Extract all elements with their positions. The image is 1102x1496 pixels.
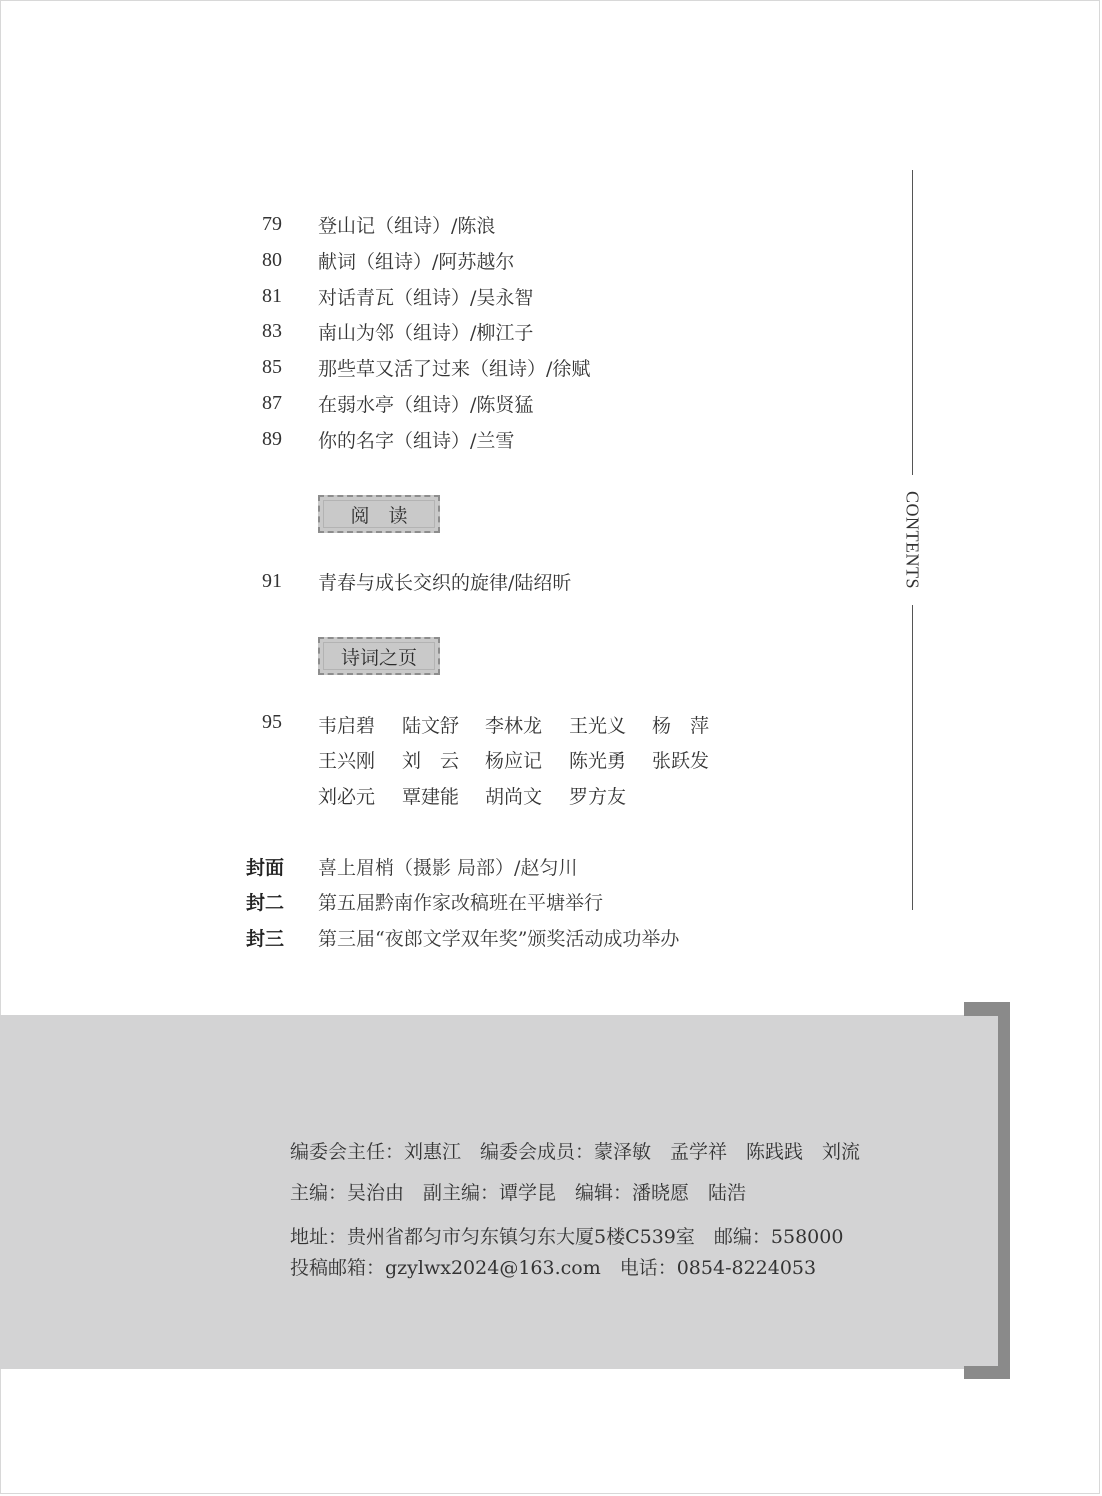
toc-page-number: 79: [262, 212, 282, 235]
toc-entry-title: 在弱水亭（组诗）/陈贤猛: [318, 393, 534, 416]
cover-note: [246, 922, 679, 952]
toc-page-number: 95: [262, 711, 282, 733]
author-name: 杨 萍: [652, 715, 710, 737]
toc-entry[interactable]: [262, 424, 514, 454]
toc-page-number: 87: [262, 391, 282, 414]
cover-note-label: 封三: [246, 927, 285, 950]
toc-page-number: 80: [262, 248, 282, 271]
toc-entry[interactable]: [262, 209, 495, 239]
toc-entry[interactable]: [262, 566, 571, 596]
masthead-committee: 编委会主任：刘惠江 编委会成员：蒙泽敏 孟学祥 陈践践 刘流: [290, 1141, 861, 1163]
author-name: 王兴刚: [318, 750, 376, 772]
section-heading-reading: [318, 495, 440, 533]
section-heading-text: 诗词之页: [340, 646, 417, 669]
author-name: 张跃发: [652, 750, 710, 772]
author-name: 陈光勇: [569, 750, 627, 772]
toc-entry-title: 登山记（组诗）/陈浪: [318, 214, 496, 237]
section-heading-poetry-page: [318, 637, 440, 675]
author-name: 刘必元: [318, 786, 376, 808]
toc-entry-title: 南山为邻（组诗）/柳江子: [318, 321, 534, 344]
toc-entry-title: 对话青瓦（组诗）/吴永智: [318, 286, 534, 309]
margin-rule-top: [912, 170, 913, 475]
author-name: 王光义: [569, 715, 627, 737]
toc-entry[interactable]: [262, 245, 514, 275]
panel-bracket-bottom: [964, 1366, 1010, 1379]
contents-text: CONTENTS: [902, 491, 923, 589]
author-name: 刘 云: [402, 750, 460, 772]
author-name: 韦启碧: [318, 715, 376, 737]
cover-note-text: 喜上眉梢（摄影 局部）/赵匀川: [318, 856, 578, 879]
cover-note-text: 第三届“夜郎文学双年奖”颁奖活动成功举办: [318, 927, 680, 950]
toc-page-number: 83: [262, 319, 282, 342]
toc-entry[interactable]: [262, 281, 533, 311]
masthead-editors: 主编：吴治由 副主编：谭学昆 编辑：潘晓愿 陆浩: [290, 1182, 747, 1204]
margin-rule-bottom: [912, 605, 913, 910]
toc-entry[interactable]: [262, 388, 533, 418]
toc-page-number: 91: [262, 569, 282, 592]
panel-bracket-right: [998, 1002, 1010, 1379]
toc-entry-title: 你的名字（组诗）/兰雪: [318, 429, 515, 452]
toc-page-number: 89: [262, 427, 282, 450]
toc-entry-title: 那些草又活了过来（组诗）/徐赋: [318, 357, 591, 380]
contents-side-label: [880, 480, 944, 600]
author-name: 陆文舒: [402, 715, 460, 737]
section-heading-text: 阅 读: [350, 504, 408, 527]
cover-note-label: 封面: [246, 856, 285, 879]
toc-entry[interactable]: [262, 352, 590, 382]
author-name: 罗方友: [569, 786, 627, 808]
cover-note-label: 封二: [246, 891, 285, 914]
cover-note: [246, 851, 577, 881]
author-name: 覃建能: [402, 786, 460, 808]
toc-entry-title: 青春与成长交织的旋律/陆绍昕: [318, 571, 572, 594]
toc-entry-title: 献词（组诗）/阿苏越尔: [318, 250, 515, 273]
masthead-address: 地址：贵州省都匀市匀东镇匀东大厦5楼C539室 邮编：558000: [290, 1226, 844, 1248]
toc-entry[interactable]: [262, 316, 533, 346]
author-name: 胡尚文: [485, 786, 543, 808]
author-name: 李林龙: [485, 715, 543, 737]
toc-page-number: 81: [262, 284, 282, 307]
cover-note-text: 第五届黔南作家改稿班在平塘举行: [318, 891, 604, 914]
toc-page-number: 85: [262, 355, 282, 378]
author-name: 杨应记: [485, 750, 543, 772]
panel-bracket: [964, 1002, 1010, 1379]
cover-note: [246, 886, 603, 916]
masthead-contact: 投稿邮箱：gzylwx2024@163.com 电话：0854-8224053: [290, 1257, 817, 1279]
